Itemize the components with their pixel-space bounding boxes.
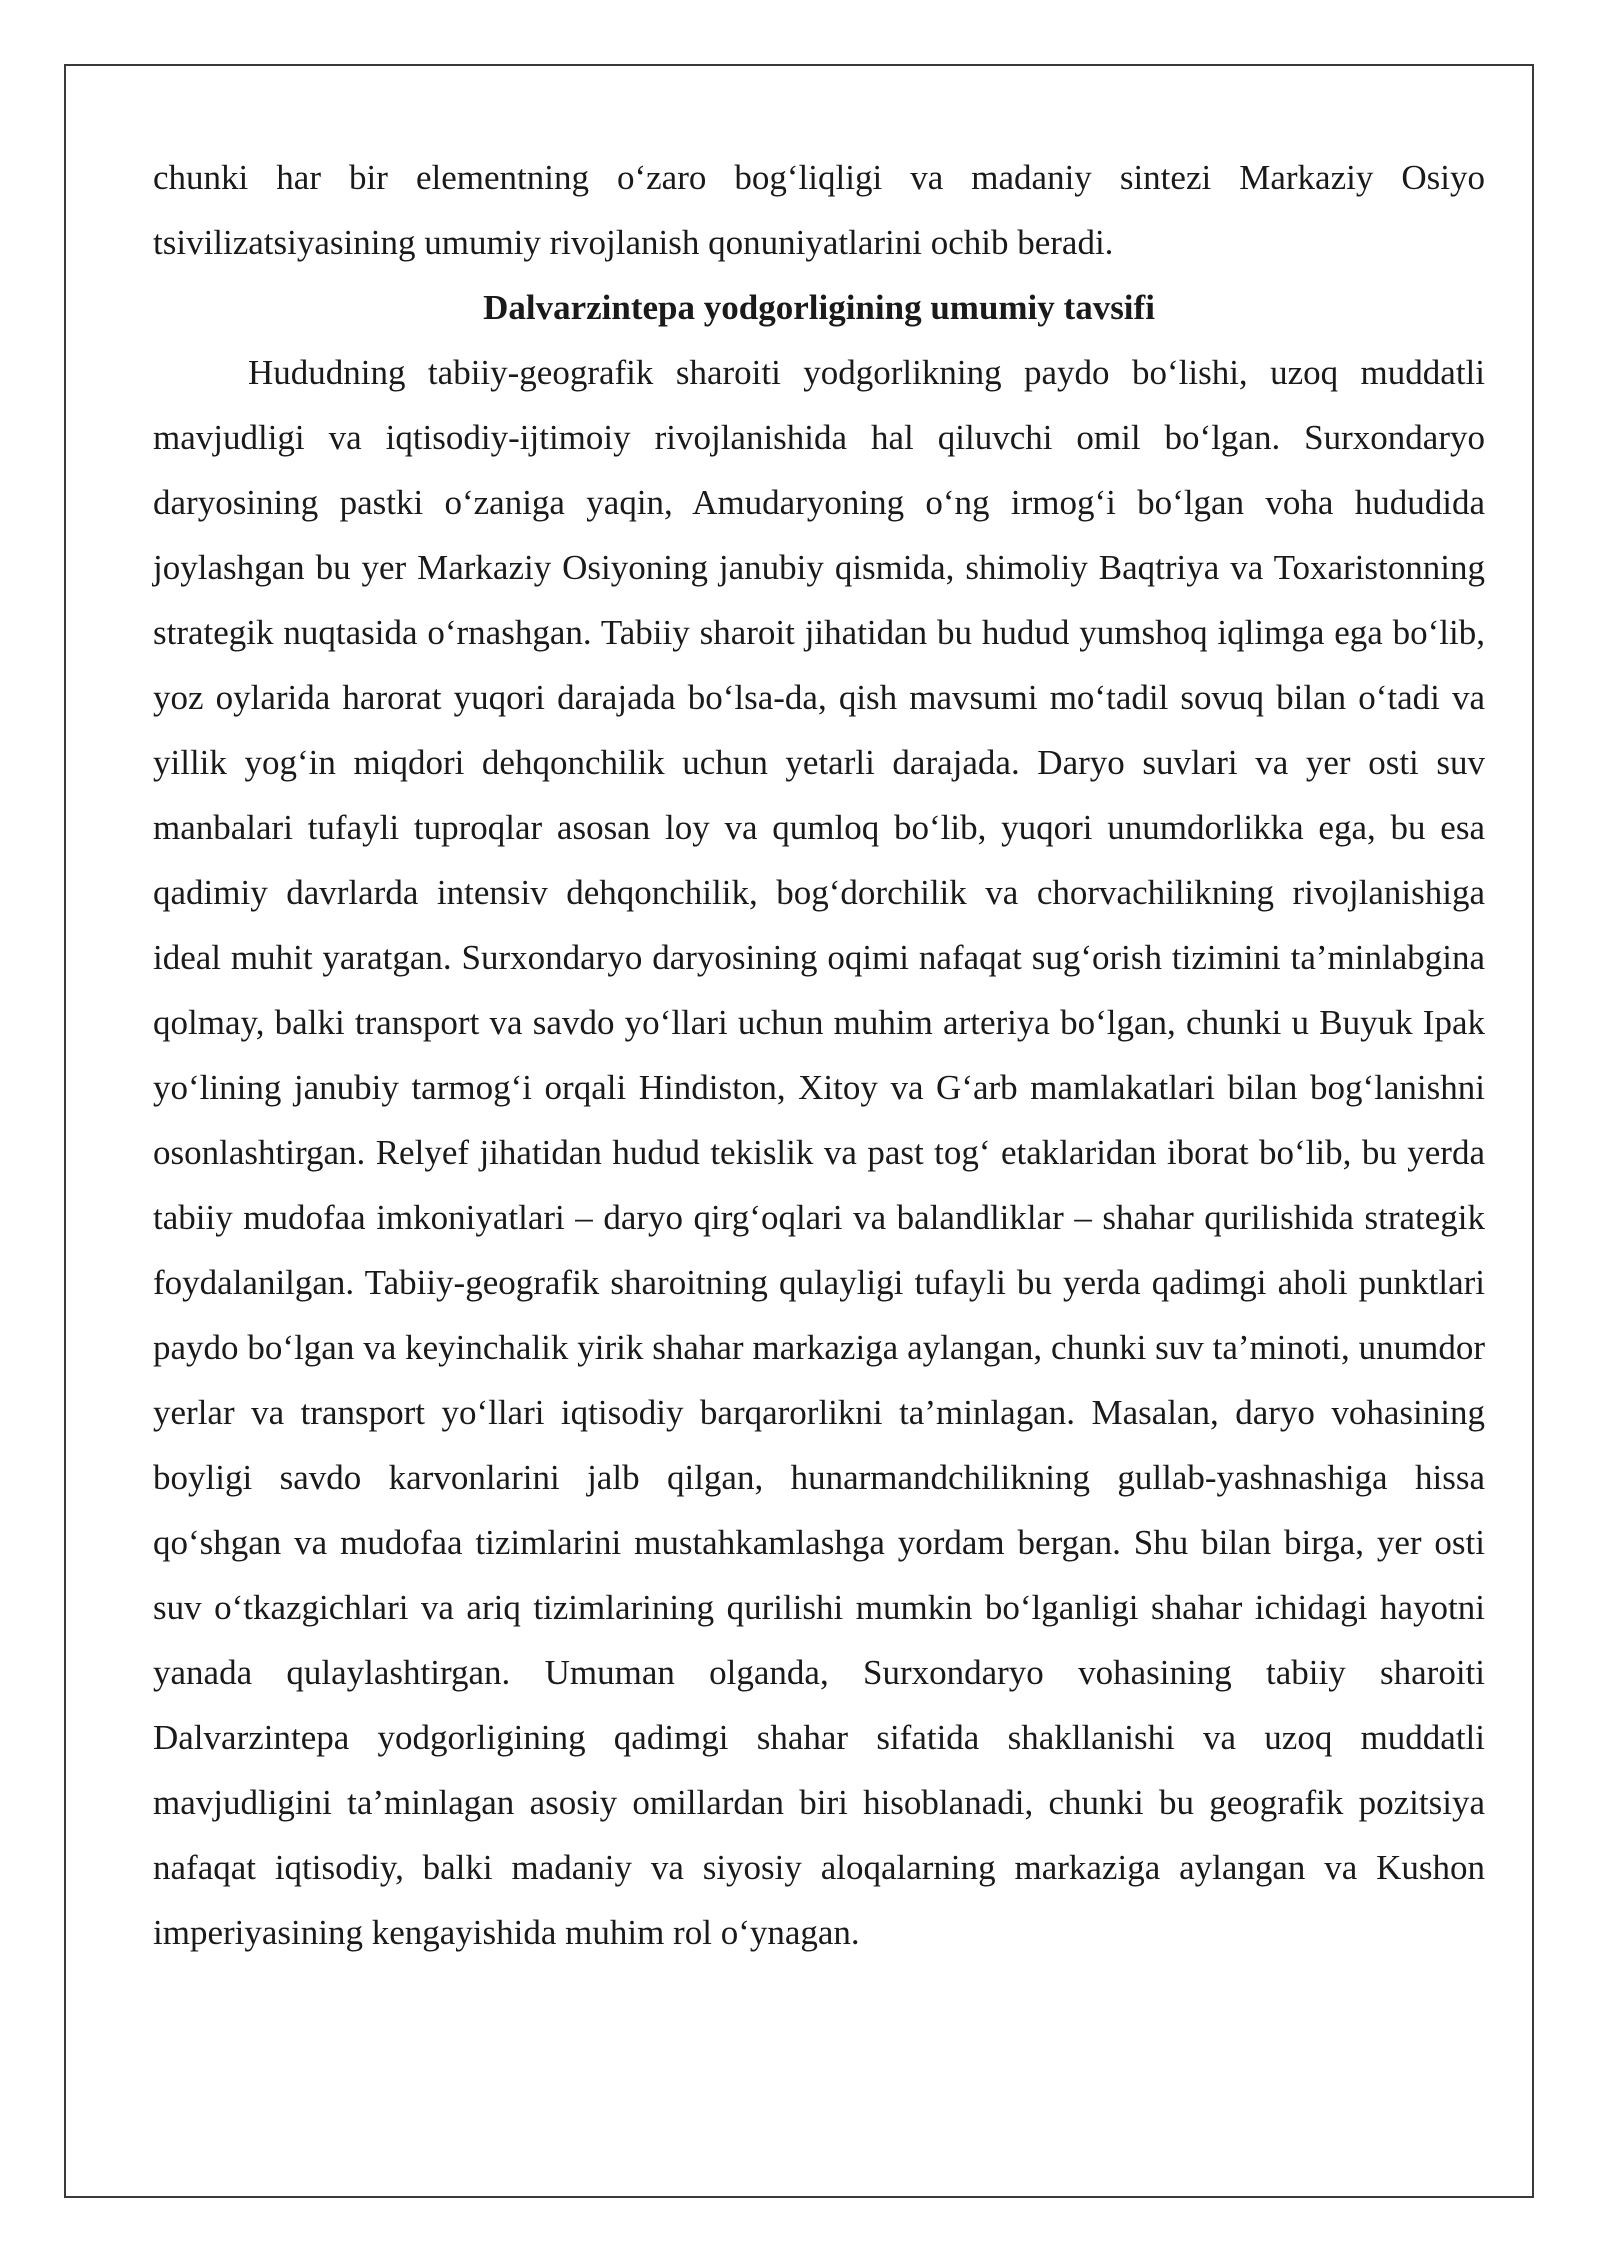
section-heading: Dalvarzintepa yodgorligining umumiy tavsifi <box>483 288 1155 327</box>
body-paragraph: Hududning tabiiy-geografik sharoiti yodgorlikning paydo bo‘lishi, uzoq muddatli mavjudligi va iqtisodiy-ijtimoiy rivojlanishida hal qiluvchi omil bo‘lgan. Surxondaryo daryosining pastki o‘zaniga yaqin, Amudaryoning o‘ng irmog‘i bo‘lgan voha hududida joylashgan bu yer Markaziy Osiyoning janubiy qismida, shimoliy Baqtriya va Toxaristonning strategik nuqtasida o‘rnashgan. Tabiiy sharoit jihatidan bu hudud yumshoq iqlimga ega bo‘lib, yoz oylarida harorat yuqori darajada bo‘lsa-da, qish mavsumi mo‘tadil sovuq bilan o‘tadi va yillik yog‘in miqdori dehqonchilik uchun yetarli darajada. Daryo suvlari va yer osti suv manbalari tufayli tuproqlar asosan loy va qumloq bo‘lib, yuqori unumdorlikka ega, bu esa qadimiy davrlarda intensiv dehqonchilik, bog‘dorchilik va chorvachilikning rivojlanishiga ideal muhit yaratgan. Surxondaryo daryosining oqimi nafaqat sug‘orish tizimini ta’minlabgina qolmay, balki transport va savdo yo‘llari uchun muhim arteriya bo‘lgan, chunki u Buyuk Ipak yo‘lining janubiy tarmog‘i orqali Hindiston, Xitoy va G‘arb mamlakatlari bilan bog‘lanishni osonlashtirgan. Relyef jihatidan hudud tekislik va past tog‘ etaklaridan iborat bo‘lib, bu yerda tabiiy mudofaa imkoniyatlari – daryo qirg‘oqlari va balandliklar – shahar qurilishida strategik foydalanilgan. Tabiiy-geografik sharoitning qulayligi tufayli bu yerda qadimgi aholi punktlari paydo bo‘lgan va keyinchalik yirik shahar markaziga aylangan, chunki suv ta’minoti, unumdor yerlar va transport yo‘llari iqtisodiy barqarorlikni ta’minlagan. Masalan, daryo vohasining boyligi savdo karvonlarini jalb qilgan, hunarmandchilikning gullab-yashnashiga hissa qo‘shgan va mudofaa tizimlarini mustahkamlashga yordam bergan. Shu bilan birga, yer osti suv o‘tkazgichlari va ariq tizimlarining qurilishi mumkin bo‘lganligi shahar ichidagi hayotni yanada qulaylashtirgan. Umuman olganda, Surxondaryo vohasining tabiiy sharoiti Dalvarzintepa yodgorligining qadimgi shahar sifatida shakllanishi va uzoq muddatli mavjudligini ta’minlagan asosiy omillardan biri hisoblanadi, chunki bu geografik pozitsiya nafaqat iqtisodiy, balki madaniy va siyosiy aloqalarning markaziga aylangan va Kushon imperiyasining kengayishida muhim rol o‘ynagan. <box>153 353 1485 1952</box>
continuation-paragraph: chunki har bir elementning o‘zaro bog‘liqligi va madaniy sintezi Markaziy Osiyo tsivilizatsiyasining umumiy rivojlanish qonuniyatlarini ochib beradi. <box>153 158 1485 262</box>
document-body <box>153 145 1485 1965</box>
